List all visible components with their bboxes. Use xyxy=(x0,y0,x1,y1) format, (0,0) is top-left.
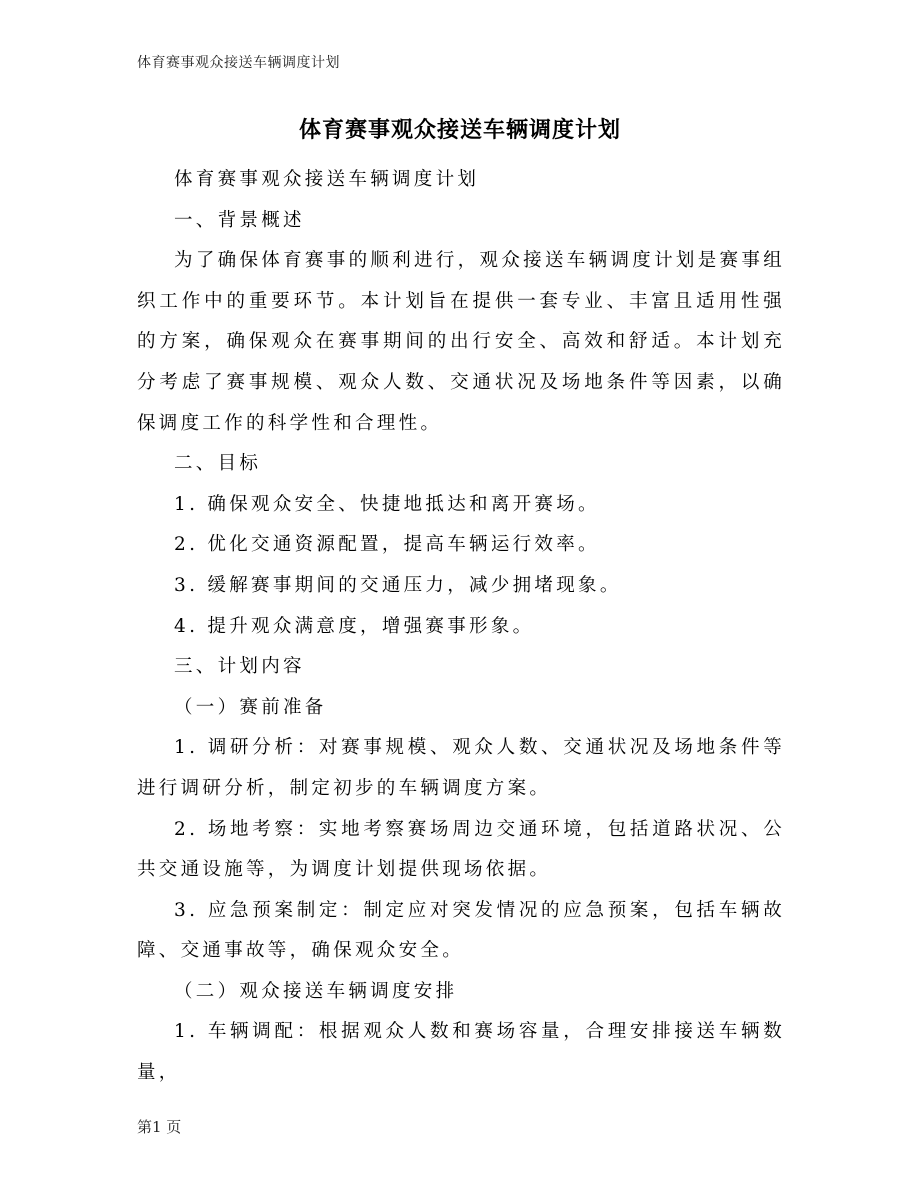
preparation-item-1: 1. 调研分析：对赛事规模、观众人数、交通状况及场地条件等进行调研分析，制定初步的车辆调度方案。 xyxy=(137,737,785,799)
goal-item-1: 1. 确保观众安全、快捷地抵达和离开赛场。 xyxy=(174,493,600,515)
preparation-item-3: 3. 应急预案制定：制定应对突发情况的应急预案，包括车辆故障、交通事故等，确保观众安全。 xyxy=(137,899,785,962)
running-header: 体育赛事观众接送车辆调度计划 xyxy=(137,55,340,71)
preparation-item-2: 2. 场地考察：实地考察赛场周边交通环境，包括道路状况、公共交通设施等，为调度计划提供现场依据。 xyxy=(137,818,785,881)
goal-item-4: 4. 提升观众满意度，增强赛事形象。 xyxy=(174,615,535,637)
section-heading-goals: 二、目标 xyxy=(174,453,262,475)
goal-item-2: 2. 优化交通资源配置，提高车辆运行效率。 xyxy=(174,534,600,556)
page-number: 第1 页 xyxy=(137,1118,182,1136)
document-body xyxy=(137,160,785,1094)
dispatch-item-1: 1. 车辆调配：根据观众人数和赛场容量，合理安排接送车辆数量， xyxy=(137,1021,785,1084)
section-heading-plan: 三、计划内容 xyxy=(174,656,305,678)
document-title: 体育赛事观众接送车辆调度计划 xyxy=(298,118,621,143)
subsection-heading-dispatch: （二）观众接送车辆调度安排 xyxy=(174,980,458,1002)
subsection-heading-preparation: （一）赛前准备 xyxy=(174,696,327,718)
background-paragraph: 为了确保体育赛事的顺利进行，观众接送车辆调度计划是赛事组织工作中的重要环节。本计划旨在提供一套专业、丰富且适用性强的方案，确保观众在赛事期间的出行安全、高效和舒适。本计划充分考虑了赛事规模、观众人数、交通状况及场地条件等因素，以确保调度工作的科学性和合理性。 xyxy=(137,250,785,434)
subtitle-paragraph: 体育赛事观众接送车辆调度计划 xyxy=(174,169,480,190)
section-heading-background: 一、背景概述 xyxy=(174,209,305,231)
goal-item-3: 3. 缓解赛事期间的交通压力，减少拥堵现象。 xyxy=(174,574,622,596)
